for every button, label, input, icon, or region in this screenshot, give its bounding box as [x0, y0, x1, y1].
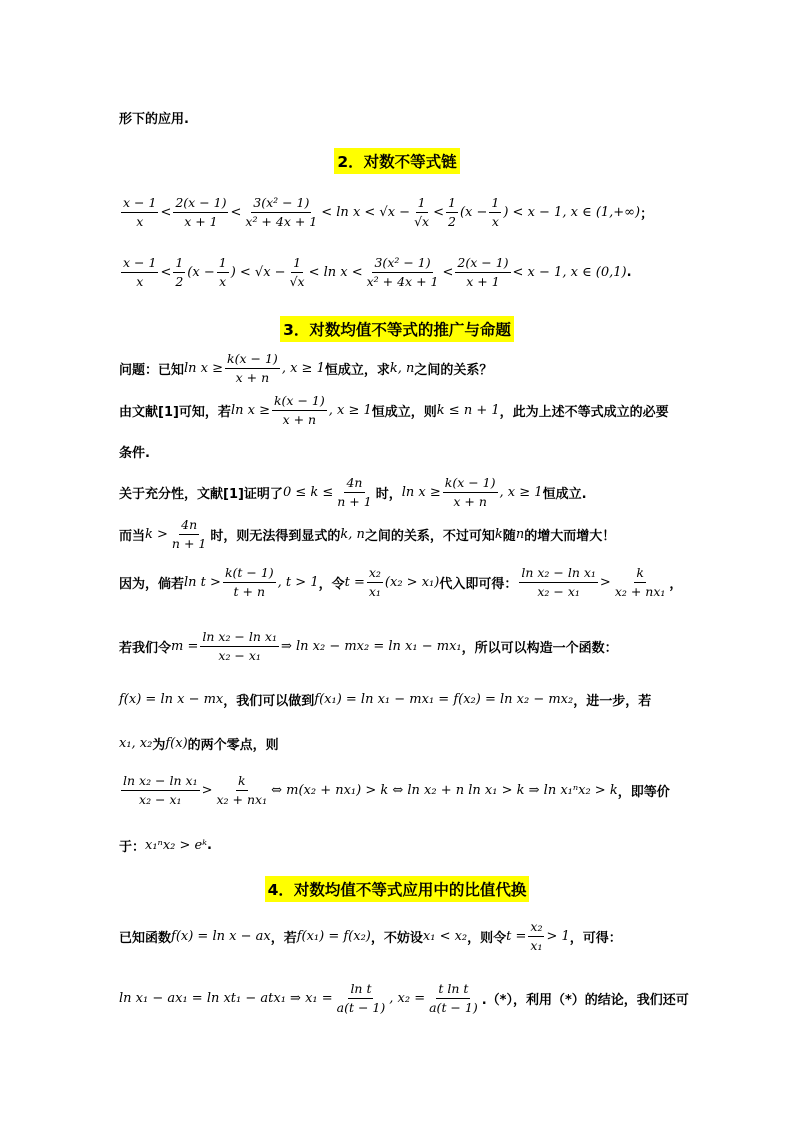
inequality-chain-1: $\frac{x - 1}{x}$ < $\frac{2(x - 1)}{x + 1}$ < $\frac{\text{3(x² − 1)}}{\text{x² + 4x + 1}}$ < ln x < √x − $\frac{1}{√x}$ < $\frac{1}{2}$ (x − $\frac{1}{x}$ ) < x − 1, x ∈ (1,+∞) ；: [123, 194, 654, 229]
section-3-heading: [0, 316, 794, 342]
fraction: $\frac{1}{√x}$: [414, 194, 430, 229]
fraction: $\frac{2(x - 1)}{x + 1}$: [457, 254, 509, 289]
fraction: $\frac{\text{ln x₂ − ln x₁}}{\text{x₂ − x₁}}$: [123, 772, 198, 807]
fraction: $\frac{4n}{n + 1}$: [171, 516, 207, 551]
fraction: $\frac{k}{\text{x₂ + nx₁}}$: [216, 772, 268, 807]
equivalence-line: $\frac{\text{ln x₂ − ln x₁}}{\text{x₂ − x₁}}$ > $\frac{k}{\text{x₂ + nx₁}}$ ⇔ m(x₂ + nx₁) > k ⇔ ln x₂ + n ln x₁ > k ⇒ ln x₁ⁿx₂ > k ，即等价: [123, 772, 670, 807]
section-3-title: 3．对数均值不等式的推广与命题: [280, 316, 514, 342]
question-line: 问题：已知 ln x ≥ $\frac{k(x - 1)}{x + n}$ , x ≥ 1 恒成立，求 k, n 之间的关系？: [119, 350, 493, 385]
fraction: $\frac{\text{3(x² − 1)}}{\text{x² + 4x + 1}}$: [245, 194, 318, 229]
fraction: $\frac{k(t - 1)}{t + n}$: [224, 564, 274, 599]
necessary-condition-line: 由文献[1]可知，若 ln x ≥ $\frac{k(x - 1)}{x + n}$ , x ≥ 1 恒成立，则 k ≤ n + 1 ，此为上述不等式成立的必要: [119, 392, 669, 427]
fraction: $\frac{\text{3(x² − 1)}}{\text{x² + 4x + 1}}$: [366, 254, 439, 289]
equivalent-result-line: 于： x₁ⁿx₂ > eᵏ .: [119, 838, 212, 855]
section-4-title: 4．对数均值不等式应用中的比值代换: [265, 876, 530, 902]
sufficiency-line: 关于充分性，文献[1]证明了 0 ≤ k ≤ $\frac{4n}{n + 1}$ 时， ln x ≥ $\frac{k(x - 1)}{x + n}$ , x ≥ 1 恒成立.: [119, 474, 587, 509]
condition-line: 条件.: [119, 446, 150, 461]
fraction: $\frac{1}{x}$: [218, 254, 227, 289]
fraction: $\frac{\text{ln t}}{a(t - 1)}$: [336, 980, 386, 1015]
section-2-heading: [0, 148, 794, 174]
intro-line: [119, 108, 694, 127]
fraction: $\frac{1}{x}$: [491, 194, 500, 229]
fraction: $\frac{k(x - 1)}{x + n}$: [227, 350, 278, 385]
solution-line: ln x₁ − ax₁ = ln xt₁ − atx₁ ⇒ x₁ = $\frac{\text{ln t}}{a(t - 1)}$ , x₂ = $\frac{\text{t ln t}}{a(t - 1)}$ .（*），利用（*）的结论，我们还可: [119, 980, 689, 1015]
fraction: $\frac{2(x - 1)}{x + 1}$: [175, 194, 227, 229]
fraction: $\frac{1}{2}$: [448, 194, 456, 229]
fraction: $\frac{\text{x₂}}{\text{x₁}}$: [368, 564, 381, 599]
fraction: $\frac{k(x - 1)}{x + n}$: [444, 474, 496, 509]
section-4-heading: [0, 876, 794, 902]
substitution-line: 因为，倘若 ln t > $\frac{k(t - 1)}{t + n}$ , t > 1 ，令 t = $\frac{\text{x₂}}{\text{x₁}}$ (x₂ > x₁) 代入即可得： $\frac{\text{ln x₂ − ln x₁}}{\text{x₂ − x₁}}$ > $\frac{k}{\text{x₂ + nx₁}}$ ，: [119, 564, 683, 599]
fraction: $\frac{1}{2}$: [175, 254, 184, 289]
fraction: $\frac{x - 1}{x}$: [123, 254, 157, 289]
inequality-chain-2: $\frac{x - 1}{x}$ < $\frac{1}{2}$ (x − $\frac{1}{x}$ ) < √x − $\frac{1}{√x}$ < ln x < $\frac{\text{3(x² − 1)}}{\text{x² + 4x + 1}}$ < $\frac{2(x - 1)}{x + 1}$ < x − 1, x ∈ (0,1) .: [123, 254, 632, 289]
fraction: $\frac{4n}{n + 1}$: [337, 474, 372, 509]
section-2-title: 2．对数不等式链: [334, 148, 459, 174]
fraction: $\frac{1}{√x}$: [289, 254, 305, 289]
explicit-relation-line: 而当 k > $\frac{4n}{n + 1}$ 时，则无法得到显式的 k, n 之间的关系，不过可知 k 随 n 的增大而增大！: [119, 516, 616, 551]
fraction: $\frac{x - 1}{x}$: [123, 194, 157, 229]
fraction: $\frac{k(x - 1)}{x + n}$: [273, 392, 325, 427]
intro-text: 形下的应用.: [119, 112, 189, 127]
fraction: $\frac{\text{ln x₂ − ln x₁}}{\text{x₂ − x₁}}$: [521, 564, 596, 599]
function-definition-line: f(x) = ln x − mx ，我们可以做到 f(x₁) = ln x₁ − mx₁ = f(x₂) = ln x₂ − mx₂ ，进一步，若: [119, 692, 652, 709]
fraction: $\frac{\text{t ln t}}{a(t - 1)}$: [429, 980, 478, 1015]
fraction: $\frac{\text{x₂}}{\text{x₁}}$: [530, 918, 543, 953]
math-text: < ln x < √x −: [321, 204, 411, 220]
zeros-line: x₁, x₂ 为 f(x) 的两个零点，则: [119, 736, 279, 753]
fraction: $\frac{k}{\text{x₂ + nx₁}}$: [614, 564, 666, 599]
fraction: $\frac{\text{ln x₂ − ln x₁}}{\text{x₂ − x₁}}$: [202, 628, 277, 663]
function-construction-line: 若我们令 m = $\frac{\text{ln x₂ − ln x₁}}{\text{x₂ − x₁}}$ ⇒ ln x₂ − mx₂ = ln x₁ − mx₁ ，所以可以构造一个函数：: [119, 628, 618, 663]
ratio-substitution-line: 已知函数 f(x) = ln x − ax ，若 f(x₁) = f(x₂) ，不妨设 x₁ < x₂ ，则令 t = $\frac{\text{x₂}}{\text{x₁}}$ > 1 ，可得：: [119, 918, 622, 953]
